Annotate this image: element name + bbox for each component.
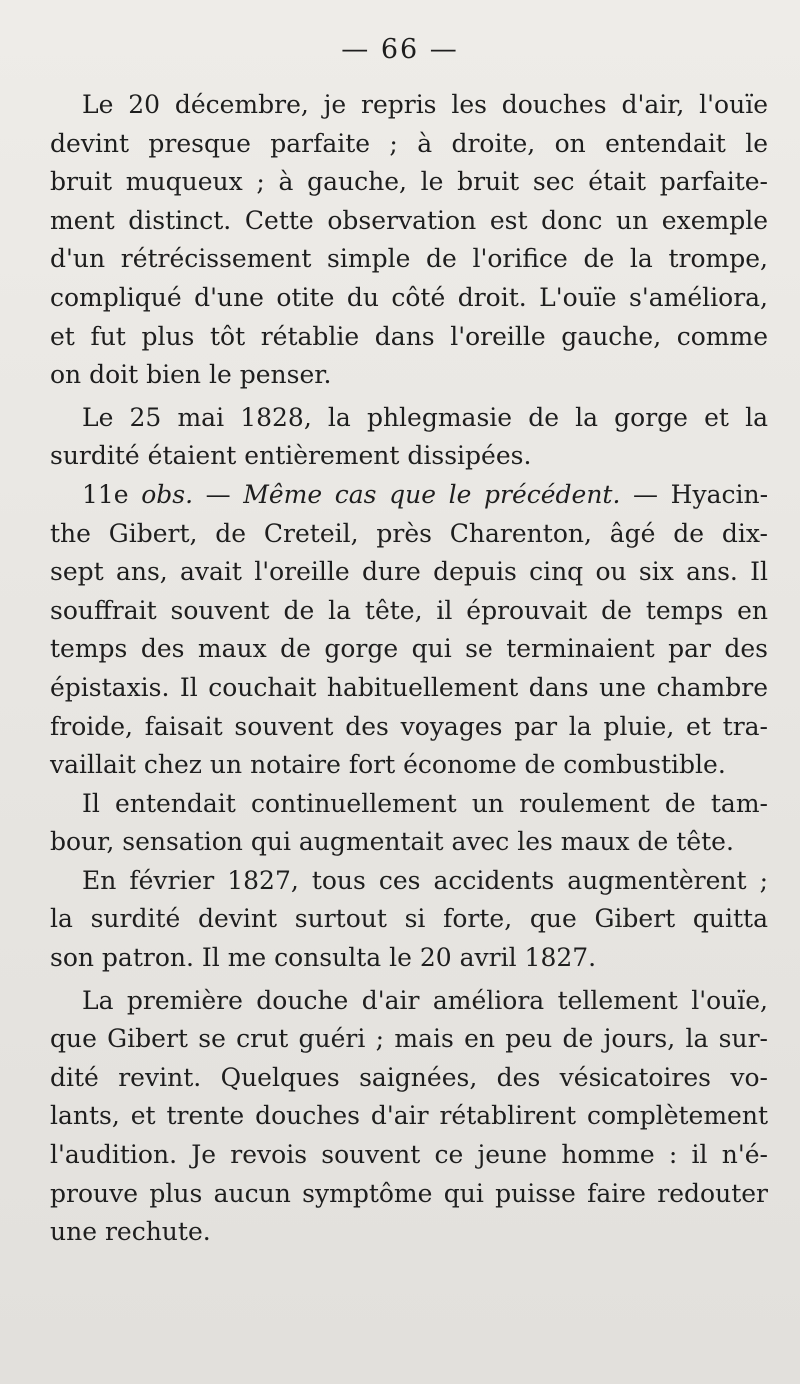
- text-line: dité revint. Quelques saignées, des vésicatoires vo-: [50, 1062, 768, 1092]
- body-text: [50, 86, 768, 1252]
- text-line: bour, sensation qui augmentait avec les maux de tête.: [50, 827, 734, 857]
- text-line: d'un rétrécissement simple de l'orifice de la trompe,: [50, 244, 768, 274]
- text-line: Le 20 décembre, je repris les douches d'air, l'ouïe: [82, 90, 768, 119]
- text-line: temps des maux de gorge qui se terminaient par des: [50, 634, 768, 664]
- text-line: la surdité devint surtout si forte, que Gibert quitta: [50, 904, 768, 934]
- text-line: sept ans, avait l'oreille dure depuis cinq ou six ans. Il: [50, 557, 768, 587]
- observation-label: obs.: [141, 479, 194, 509]
- text-line: the Gibert, de Creteil, près Charenton, âgé de dix-: [50, 518, 768, 548]
- observation-number: 11e: [82, 479, 129, 509]
- observation-text-start: Hyacin-: [670, 479, 769, 509]
- text-line: surdité étaient entièrement dissipées.: [50, 441, 532, 471]
- text-line: compliqué d'une otite du côté droit. L'ouïe s'améliora,: [50, 282, 768, 312]
- text-line: l'audition. Je revois souvent ce jeune homme : il n'é-: [50, 1140, 768, 1170]
- observation-dash: —: [205, 479, 231, 509]
- text-line: froide, faisait souvent des voyages par la pluie, et tra-: [50, 711, 768, 741]
- text-line: bruit muqueux ; à gauche, le bruit sec était parfaite-: [50, 167, 768, 197]
- text-line: épistaxis. Il couchait habituellement dans une chambre: [50, 672, 768, 702]
- text-line: et fut plus tôt rétablie dans l'oreille gauche, comme: [50, 321, 768, 351]
- observation-dash: —: [633, 479, 659, 509]
- text-line: devint presque parfaite ; à droite, on entendait le: [50, 128, 768, 158]
- text-line: que Gibert se crut guéri ; mais en peu de jours, la sur-: [50, 1024, 768, 1054]
- text-line: Il entendait continuellement un roulement de tam-: [82, 788, 768, 818]
- text-line: La première douche d'air améliora tellement l'ouïe,: [82, 985, 768, 1015]
- text-line: vaillait chez un notaire fort économe de combustible.: [50, 750, 726, 780]
- text-line: une rechute.: [50, 1217, 211, 1247]
- text-line: ment distinct. Cette observation est donc un exemple: [50, 205, 768, 235]
- page-number: — 66 —: [341, 34, 459, 65]
- observation-heading-line: [50, 476, 768, 515]
- text-line: Le 25 mai 1828, la phlegmasie de la gorge et la: [82, 402, 768, 432]
- text-line: lants, et trente douches d'air rétablirent complètement: [50, 1101, 768, 1131]
- text-line: En février 1827, tous ces accidents augmentèrent ;: [82, 865, 768, 895]
- text-line: son patron. Il me consulta le 20 avril 1827.: [50, 943, 597, 973]
- text-line: souffrait souvent de la tête, il éprouvait de temps en: [50, 595, 768, 625]
- text-line: prouve plus aucun symptôme qui puisse faire redouter: [50, 1178, 768, 1208]
- observation-title: Même cas que le précédent.: [243, 479, 621, 509]
- text-line: on doit bien le penser.: [50, 360, 332, 390]
